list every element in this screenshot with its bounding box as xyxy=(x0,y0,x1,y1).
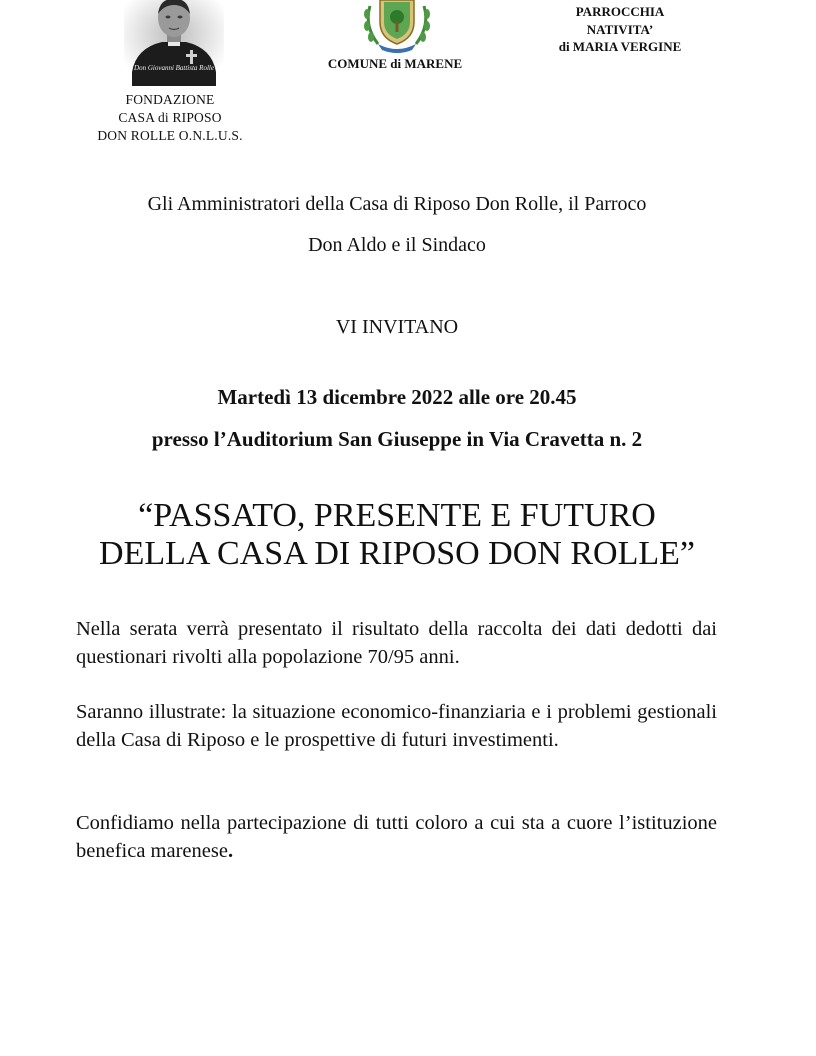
portrait-signature: Don Giovanni Battista Rolle xyxy=(134,64,214,72)
paragraph-1: Nella serata verrà presentato il risultato della raccolta dei dati dedotti dai questionari rivolti alla popolazione 70/95 anni. xyxy=(76,618,717,668)
fondazione-line-3: DON ROLLE O.N.L.U.S. xyxy=(97,128,243,143)
parrocchia-line-3: di MARIA VERGINE xyxy=(558,39,682,54)
intro-line-1: Gli Amministratori della Casa di Riposo Don Rolle, il Parroco xyxy=(147,193,647,215)
event-title xyxy=(60,497,734,573)
fondazione-name xyxy=(80,91,260,145)
invitation-heading: VI INVITANO xyxy=(335,316,459,338)
intro-line-2: Don Aldo e il Sindaco xyxy=(308,234,486,256)
comune-caption: COMUNE di MARENE xyxy=(327,56,463,71)
paragraph-3 xyxy=(76,809,717,865)
paragraph-3-text: Confidiamo nella partecipazione di tutti coloro a cui sta a cuore l’istituzione benefica marenese xyxy=(76,812,717,862)
parrocchia-name xyxy=(530,3,710,56)
fondazione-line-2: CASA di RIPOSO xyxy=(118,110,222,125)
parrocchia-line-2: NATIVITA’ xyxy=(586,21,654,37)
paragraph-2: Saranno illustrate: la situazione economico-finanziaria e i problemi gestionali della Casa di Riposo e le prospettive di futuri investimenti. xyxy=(76,701,717,751)
marene-crest-icon xyxy=(356,0,438,54)
fondazione-line-1: FONDAZIONE xyxy=(125,92,215,107)
event-date-time: Martedì 13 dicembre 2022 alle ore 20.45 xyxy=(217,385,577,409)
event-title-line-2: DELLA CASA DI RIPOSO DON ROLLE” xyxy=(99,535,695,572)
don-rolle-portrait-image xyxy=(114,0,234,86)
parrocchia-line-1: PARROCCHIA xyxy=(575,4,665,19)
event-title-line-1: “PASSATO, PRESENTE E FUTURO xyxy=(138,497,656,534)
paragraph-3-end: . xyxy=(227,840,234,862)
event-location: presso l’Auditorium San Giuseppe in Via Cravetta n. 2 xyxy=(151,427,643,451)
